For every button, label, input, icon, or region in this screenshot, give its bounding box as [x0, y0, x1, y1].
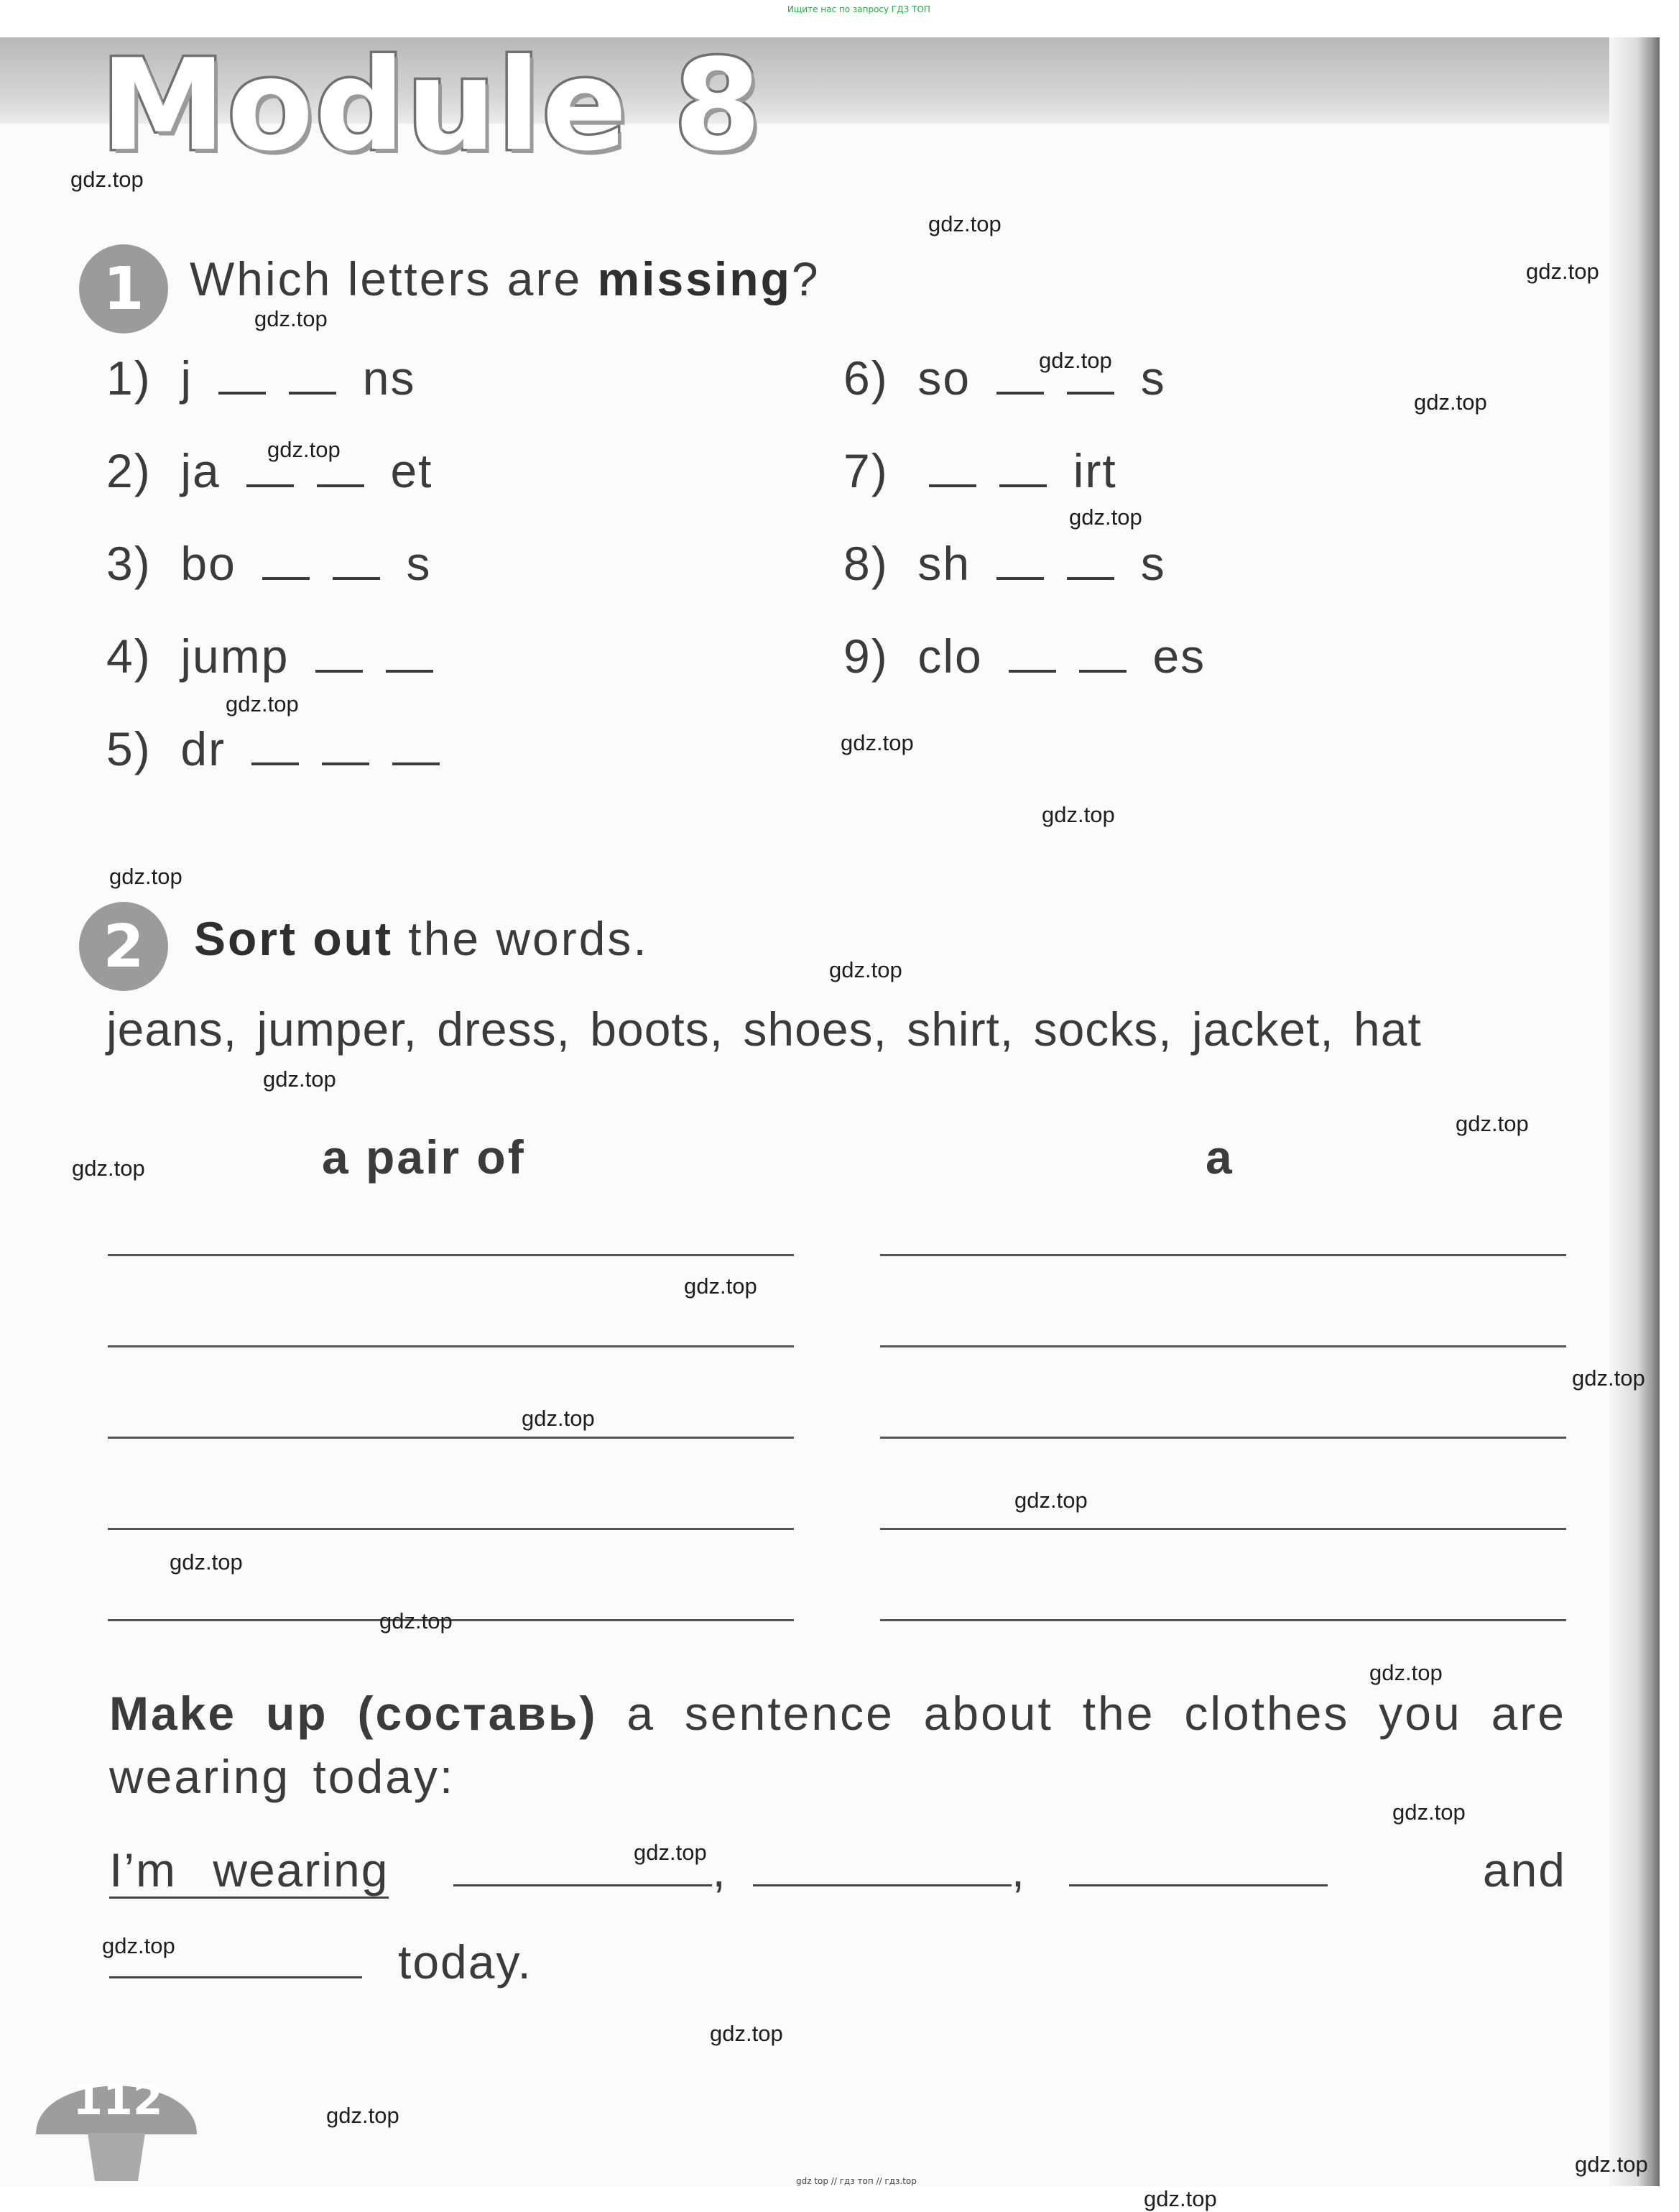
watermark: gdz.top	[1144, 2186, 1217, 2211]
bottom-note: gdz top // гдз топ // гдз.top	[796, 2176, 917, 2186]
answer-line-left-4[interactable]	[108, 1528, 794, 1530]
blank[interactable]	[392, 762, 440, 765]
watermark: gdz.top	[1575, 2152, 1648, 2177]
sentence-blank-3[interactable]	[1069, 1884, 1328, 1886]
module-title: Module 8	[101, 33, 763, 179]
exercise-1-item-7: 7) irt	[843, 444, 1117, 497]
blank[interactable]	[929, 484, 976, 487]
watermark: gdz.top	[710, 2021, 783, 2046]
watermark: gdz.top	[634, 1840, 707, 1865]
make-up-instruction: Make up (составь) a sentence about the clothes you are wearing today:	[109, 1687, 1566, 1803]
watermark: gdz.top	[684, 1273, 757, 1299]
blank[interactable]	[1009, 670, 1056, 673]
sentence-blank-1[interactable]	[453, 1884, 712, 1886]
answer-line-left-1[interactable]	[108, 1254, 794, 1256]
watermark: gdz.top	[1069, 504, 1142, 530]
page-number-badge	[30, 2041, 203, 2185]
sentence-and: and	[1482, 1843, 1566, 1897]
blank[interactable]	[996, 577, 1044, 580]
watermark: gdz.top	[1042, 802, 1115, 827]
exercise-2-instruction: Sort out the words.	[194, 912, 649, 965]
watermark: gdz.top	[1039, 348, 1112, 373]
answer-line-right-3[interactable]	[880, 1437, 1566, 1439]
watermark: gdz.top	[263, 1066, 336, 1092]
blank[interactable]	[289, 392, 336, 395]
sentence-blank-4[interactable]	[109, 1976, 362, 1978]
blank[interactable]	[246, 484, 294, 487]
blank[interactable]	[333, 577, 380, 580]
blank[interactable]	[386, 670, 433, 673]
exercise-1-item-3: 3) bo s	[106, 537, 432, 590]
blank[interactable]	[251, 762, 299, 765]
column-heading-a: a	[1206, 1130, 1234, 1184]
watermark: gdz.top	[522, 1406, 595, 1431]
answer-line-right-5[interactable]	[880, 1619, 1566, 1621]
watermark: gdz.top	[102, 1933, 175, 1958]
sentence-start: I’m wearing	[109, 1843, 389, 1899]
watermark: gdz.top	[109, 864, 182, 889]
sentence-line-1: I’m wearing , , and	[109, 1843, 1566, 1897]
blank[interactable]	[218, 392, 266, 395]
watermark: gdz.top	[70, 167, 144, 192]
watermark: gdz.top	[267, 437, 341, 462]
blank[interactable]	[1067, 392, 1114, 395]
watermark: gdz.top	[254, 306, 328, 331]
watermark: gdz.top	[1392, 1799, 1466, 1825]
answer-line-left-3[interactable]	[108, 1437, 794, 1439]
watermark: gdz.top	[379, 1608, 453, 1633]
blank[interactable]	[1067, 577, 1114, 580]
mushroom-stem	[88, 2133, 145, 2181]
blank[interactable]	[996, 392, 1044, 395]
watermark: gdz.top	[841, 730, 914, 755]
blank[interactable]	[315, 670, 363, 673]
watermark: gdz.top	[1456, 1111, 1529, 1136]
blank[interactable]	[317, 484, 364, 487]
watermark: gdz.top	[829, 957, 902, 982]
answer-line-left-2[interactable]	[108, 1345, 794, 1347]
answer-line-right-1[interactable]	[880, 1254, 1566, 1256]
sentence-line-2: today.	[109, 1935, 532, 1989]
watermark: gdz.top	[1369, 1660, 1443, 1685]
answer-line-right-2[interactable]	[880, 1345, 1566, 1347]
word-list: jeans, jumper, dress, boots, shoes, shirt, socks, jacket, hat	[106, 1003, 1422, 1056]
watermark: gdz.top	[170, 1549, 243, 1575]
blank[interactable]	[1079, 670, 1127, 673]
exercise-1-item-2: 2) ja et	[106, 444, 433, 497]
blank[interactable]	[262, 577, 310, 580]
exercise-1-number: 1	[79, 244, 168, 333]
answer-line-right-4[interactable]	[880, 1528, 1566, 1530]
exercise-1-item-6: 6) so s	[843, 351, 1166, 405]
top-note: Ищите нас по запросу ГДЗ ТОП	[787, 4, 930, 14]
exercise-1-item-4: 4) jump	[106, 629, 445, 683]
watermark: gdz.top	[226, 691, 299, 716]
watermark: gdz.top	[72, 1156, 145, 1181]
watermark: gdz.top	[928, 211, 1002, 236]
book-spine-shadow	[1609, 37, 1660, 2186]
page-number: 112	[73, 2075, 163, 2125]
exercise-2-number: 2	[79, 902, 168, 991]
watermark: gdz.top	[326, 2103, 399, 2128]
blank[interactable]	[322, 762, 369, 765]
watermark: gdz.top	[1414, 390, 1487, 415]
exercise-1-instruction: Which letters are missing?	[190, 252, 820, 305]
watermark: gdz.top	[1014, 1488, 1088, 1513]
column-heading-pair-of: a pair of	[322, 1130, 526, 1184]
watermark: gdz.top	[1572, 1365, 1645, 1391]
sentence-blank-2[interactable]	[753, 1884, 1012, 1886]
exercise-1-item-5: 5) dr	[106, 722, 451, 776]
exercise-1-item-1: 1) j ns	[106, 351, 416, 405]
exercise-1-item-8: 8) sh s	[843, 537, 1166, 590]
exercise-1-item-9: 9) clo es	[843, 630, 1206, 683]
blank[interactable]	[999, 484, 1047, 487]
watermark: gdz.top	[1526, 259, 1599, 284]
